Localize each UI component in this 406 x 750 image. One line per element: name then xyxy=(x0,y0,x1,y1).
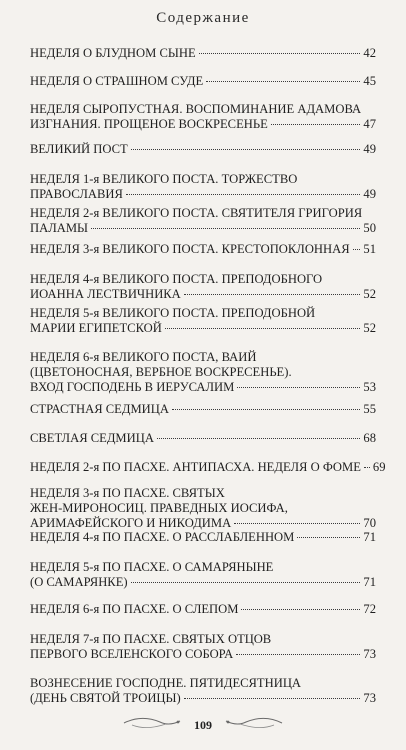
toc-entry-last-line xyxy=(30,287,376,302)
toc-entry-last-line xyxy=(30,516,376,531)
toc-entry-title-line: НЕДЕЛЯ О БЛУДНОМ СЫНЕ xyxy=(30,46,196,60)
dot-leader xyxy=(91,228,360,229)
toc-entry-title-line: ИОАННА ЛЕСТВИЧНИКА xyxy=(30,287,181,301)
toc-entry[interactable] xyxy=(30,74,376,89)
toc-entry-last-line xyxy=(30,117,376,132)
toc-entry[interactable] xyxy=(30,102,376,132)
toc-entry-title-line: НЕДЕЛЯ 3-я ПО ПАСХЕ. СВЯТЫХ xyxy=(30,486,225,500)
toc-entry-title-line: СВЕТЛАЯ СЕДМИЦА xyxy=(30,431,154,445)
toc-entry-title-line: НЕДЕЛЯ 1-я ВЕЛИКОГО ПОСТА. ТОРЖЕСТВО xyxy=(30,172,298,186)
toc-entry[interactable] xyxy=(30,486,376,531)
toc-page-number: 69 xyxy=(372,460,386,474)
toc-entry[interactable] xyxy=(30,172,376,202)
toc-entry-last-line xyxy=(30,187,376,202)
dot-leader xyxy=(271,124,361,125)
toc-entry[interactable] xyxy=(30,431,376,446)
toc-page-number: 73 xyxy=(363,647,376,661)
toc-entry-title-line: НЕДЕЛЯ О СТРАШНОМ СУДЕ xyxy=(30,74,204,88)
page-footer xyxy=(0,714,406,744)
toc-entry[interactable] xyxy=(30,676,376,706)
toc-page-number: 73 xyxy=(363,691,376,705)
toc-entry[interactable] xyxy=(30,142,376,157)
dot-leader xyxy=(297,537,360,538)
toc-page-number: 51 xyxy=(363,242,376,256)
dot-leader xyxy=(184,294,361,295)
toc-entry-last-line xyxy=(30,142,376,157)
toc-entry-last-line xyxy=(30,602,376,617)
toc-entry-title-line: ЖЕН-МИРОНОСИЦ. ПРАВЕДНЫХ ИОСИФА, xyxy=(30,501,288,515)
toc-entry-title-line: НЕДЕЛЯ 4-я ПО ПАСХЕ. О РАССЛАБЛЕННОМ xyxy=(30,530,295,544)
toc-entry-title-line: НЕДЕЛЯ 7-я ПО ПАСХЕ. СВЯТЫХ ОТЦОВ xyxy=(30,632,272,646)
toc-entry-title-line: НЕДЕЛЯ 2-я ВЕЛИКОГО ПОСТА. СВЯТИТЕЛЯ ГРИГОРИЯ xyxy=(30,206,363,220)
toc-entry[interactable] xyxy=(30,350,376,395)
toc-entry[interactable] xyxy=(30,46,376,61)
toc-entry-title-line: НЕДЕЛЯ 5-я ПО ПАСХЕ. О САМАРЯНЫНЕ xyxy=(30,560,274,574)
dot-leader xyxy=(157,438,360,439)
toc-entry-title-line: НЕДЕЛЯ СЫРОПУСТНАЯ. ВОСПОМИНАНИЕ АДАМОВА xyxy=(30,102,362,116)
toc-page-number: 55 xyxy=(363,402,376,416)
toc-page-number: 45 xyxy=(363,74,376,88)
toc-entry[interactable] xyxy=(30,560,376,590)
toc-entry-title-line: (ДЕНЬ СВЯТОЙ ТРОИЦЫ) xyxy=(30,691,181,705)
dot-leader xyxy=(206,81,360,82)
dot-leader xyxy=(364,467,370,468)
dot-leader xyxy=(184,698,361,699)
dot-leader xyxy=(172,409,360,410)
toc-entry-last-line xyxy=(30,380,376,395)
toc-entry-title-line: НЕДЕЛЯ 4-я ВЕЛИКОГО ПОСТА. ПРЕПОДОБНОГО xyxy=(30,272,323,286)
toc-page-number: 70 xyxy=(363,516,376,530)
toc-entry-last-line xyxy=(30,691,376,706)
toc-page-number: 68 xyxy=(363,431,376,445)
dot-leader xyxy=(131,582,361,583)
toc-entry-title-line: ПРАВОСЛАВИЯ xyxy=(30,187,123,201)
toc-entry-last-line xyxy=(30,321,376,336)
toc-entry-last-line xyxy=(30,46,376,61)
toc-entry-last-line xyxy=(30,575,376,590)
toc-page-number: 52 xyxy=(363,287,376,301)
toc-entry-last-line xyxy=(30,402,376,417)
toc-entry-last-line xyxy=(30,74,376,89)
toc-page-number: 47 xyxy=(363,117,376,131)
toc-entry-title-line: СТРАСТНАЯ СЕДМИЦА xyxy=(30,402,169,416)
toc-entry-title-line: ИЗГНАНИЯ. ПРОЩЕНОЕ ВОСКРЕСЕНЬЕ xyxy=(30,117,268,131)
toc-page-number: 42 xyxy=(363,46,376,60)
dot-leader xyxy=(165,328,361,329)
dot-leader xyxy=(234,523,360,524)
toc-entry[interactable] xyxy=(30,306,376,336)
ornament-right-icon xyxy=(224,716,284,730)
toc-entry-last-line xyxy=(30,221,376,236)
toc-page-number: 49 xyxy=(363,142,376,156)
dot-leader xyxy=(353,249,361,250)
toc-page-number: 71 xyxy=(363,530,376,544)
toc-page-number: 50 xyxy=(363,221,376,235)
toc-entry-title-line: ПЕРВОГО ВСЕЛЕНСКОГО СОБОРА xyxy=(30,647,234,661)
page-title: Содержание xyxy=(156,10,250,26)
toc-entry[interactable] xyxy=(30,272,376,302)
toc-entry-last-line xyxy=(30,242,376,257)
toc-entry-title-line: НЕДЕЛЯ 3-я ВЕЛИКОГО ПОСТА. КРЕСТОПОКЛОННАЯ xyxy=(30,242,350,256)
toc-page-number: 71 xyxy=(363,575,376,589)
toc-entry-title-line: (ЦВЕТОНОСНАЯ, ВЕРБНОЕ ВОСКРЕСЕНЬЕ). xyxy=(30,365,292,379)
toc-entry-last-line xyxy=(30,460,386,475)
dot-leader xyxy=(241,609,360,610)
toc-entry[interactable] xyxy=(30,632,376,662)
toc-entry-title-line: АРИМАФЕЙСКОГО И НИКОДИМА xyxy=(30,516,232,530)
dot-leader xyxy=(131,149,361,150)
toc-entry-title-line: НЕДЕЛЯ 2-я ПО ПАСХЕ. АНТИПАСХА. НЕДЕЛЯ О ФОМЕ xyxy=(30,460,361,474)
toc-entry-last-line xyxy=(30,647,376,662)
toc-entry-title-line: ВОЗНЕСЕНИЕ ГОСПОДНЕ. ПЯТИДЕСЯТНИЦА xyxy=(30,676,302,690)
toc-entry[interactable] xyxy=(30,530,376,545)
toc-entry-title-line: ВЕЛИКИЙ ПОСТ xyxy=(30,142,128,156)
page-number: 109 xyxy=(194,718,212,732)
toc-entry-title-line: МАРИИ ЕГИПЕТСКОЙ xyxy=(30,321,162,335)
toc-entry-last-line xyxy=(30,431,376,446)
toc-entry-title-line: НЕДЕЛЯ 5-я ВЕЛИКОГО ПОСТА. ПРЕПОДОБНОЙ xyxy=(30,306,316,320)
toc-page-number: 49 xyxy=(363,187,376,201)
toc-page-number: 72 xyxy=(363,602,376,616)
toc-entry[interactable] xyxy=(30,242,376,257)
toc-page-number: 52 xyxy=(363,321,376,335)
toc-entry[interactable] xyxy=(30,206,376,236)
toc-entry[interactable] xyxy=(30,602,376,617)
toc-entry-last-line xyxy=(30,530,376,545)
toc-entry-title-line: ПАЛАМЫ xyxy=(30,221,89,235)
toc-page-number: 53 xyxy=(363,380,376,394)
toc-entry[interactable] xyxy=(30,460,386,475)
toc-entry[interactable] xyxy=(30,402,376,417)
toc-entry-title-line: НЕДЕЛЯ 6-я ВЕЛИКОГО ПОСТА, ВАИЙ xyxy=(30,350,257,364)
toc-entry-title-line: НЕДЕЛЯ 6-я ПО ПАСХЕ. О СЛЕПОМ xyxy=(30,602,239,616)
dot-leader xyxy=(237,387,360,388)
dot-leader xyxy=(236,654,360,655)
toc-entry-title-line: (О САМАРЯНКЕ) xyxy=(30,575,128,589)
toc-entry-title-line: ВХОД ГОСПОДЕНЬ В ИЕРУСАЛИМ xyxy=(30,380,235,394)
dot-leader xyxy=(126,194,361,195)
dot-leader xyxy=(199,53,361,54)
